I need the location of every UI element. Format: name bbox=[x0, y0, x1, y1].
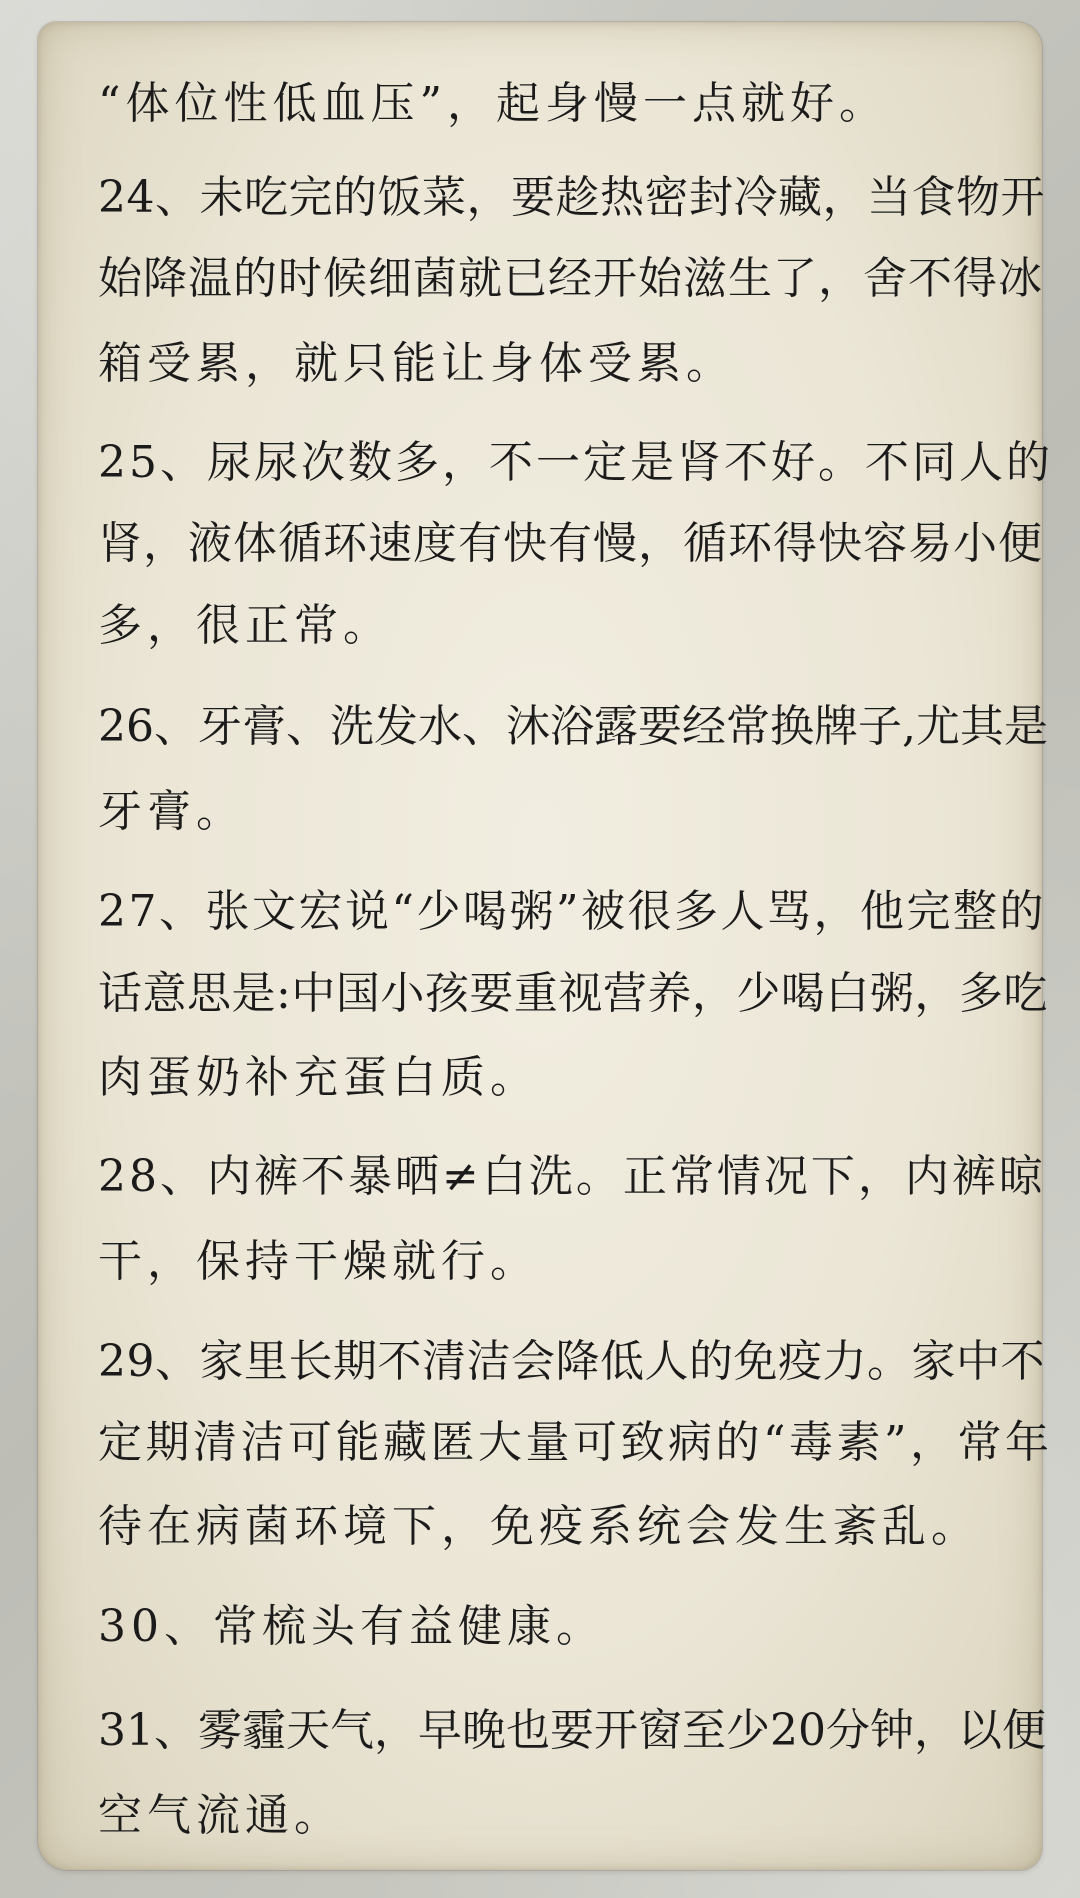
text-line: 待在病菌环境下，免疫系统会发生紊乱。 bbox=[98, 1501, 980, 1552]
paper-card bbox=[38, 22, 1053, 1870]
text-line: 空气流通。 bbox=[98, 1790, 343, 1841]
text-line: 干，保持干燥就行。 bbox=[98, 1236, 539, 1287]
text-line: 30、常梳头有益健康。 bbox=[98, 1601, 605, 1652]
text-line: 27、张文宏说“少喝粥”被很多人骂，他完整的 bbox=[98, 886, 1046, 937]
text-line: 26、牙膏、洗发水、沐浴露要经常换牌子,尤其是 bbox=[98, 701, 1048, 752]
text-line: 25、尿尿次数多，不一定是肾不好。不同人的 bbox=[98, 437, 1053, 488]
text-line: 肾，液体循环速度有快有慢，循环得快容易小便 bbox=[98, 518, 1043, 569]
text-line: “体位性低血压”，起身慢一点就好。 bbox=[98, 78, 888, 129]
text-line: 31、雾霾天气，早晚也要开窗至少20分钟，以便 bbox=[98, 1705, 1046, 1756]
text-line: 定期清洁可能藏匿大量可致病的“毒素”，常年 bbox=[98, 1417, 1053, 1468]
text-line: 肉蛋奶补充蛋白质。 bbox=[98, 1052, 539, 1103]
text-line: 28、内裤不暴晒≠白洗。正常情况下，内裤晾 bbox=[98, 1151, 1046, 1202]
text-line: 话意思是:中国小孩要重视营养，少喝白粥，多吃 bbox=[98, 968, 1048, 1019]
text-line: 29、家里长期不清洁会降低人的免疫力。家中不 bbox=[98, 1336, 1045, 1387]
text-line: 牙膏。 bbox=[98, 786, 245, 837]
text-line: 箱受累，就只能让身体受累。 bbox=[98, 338, 735, 389]
text-line: 始降温的时候细菌就已经开始滋生了，舍不得冰 bbox=[98, 253, 1043, 304]
text-line: 多，很正常。 bbox=[98, 600, 392, 651]
text-line: 24、未吃完的饭菜，要趁热密封冷藏，当食物开 bbox=[98, 172, 1045, 223]
